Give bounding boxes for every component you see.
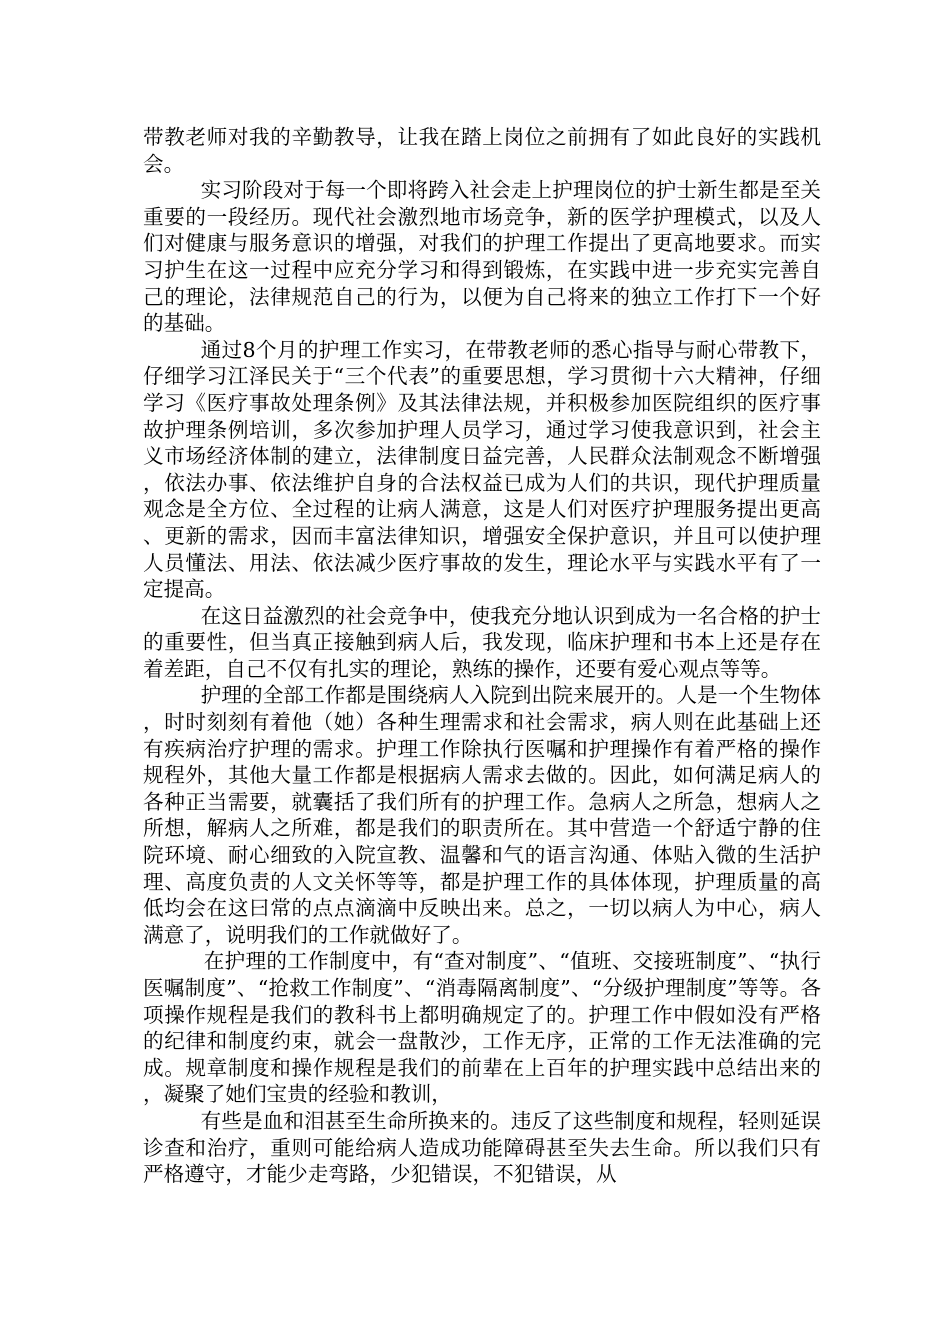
paragraph-1: 带教老师对我的辛勤教导，让我在踏上岗位之前拥有了如此良好的实践机会。 bbox=[143, 125, 821, 176]
paragraph-5: 护理的全部工作都是围绕病人入院到出院来展开的。人是一个生物体，时时刻刻有着他（她）各种生理需求和社会需求，病人则在此基础上还有疾病治疗护理的需求。护理工作除执行医嘱和护理操作有着严格的操作规程外，其他大量工作都是根据病人需求去做的。因此，如何满足病人的各种正当需要，就囊括了我们所有的护理工作。急病人之所急，想病人之所想，解病人之所难，都是我们的职责所在。其中营造一个舒适宁静的住院环境、耐心细致的入院宣教、温馨和气的语言沟通、体贴入微的生活护理、高度负责的人文关怀等等，都是护理工作的具体体现，护理质量的高低均会在这曰常的点点滴滴中反映出来。总之，一切以病人为中心，病人满意了，说明我们的工作就做好了。 bbox=[143, 683, 821, 947]
paragraph-7: 有些是血和泪甚至生命所换来的。违反了这些制度和规程，轻则延误诊查和治疗，重则可能给病人造成功能障碍甚至失去生命。所以我们只有严格遵守，才能少走弯路，少犯错误，不犯错误，从 bbox=[143, 1108, 821, 1187]
document-body bbox=[143, 124, 821, 1188]
paragraph-2: 实习阶段对于每一个即将跨入社会走上护理岗位的护士新生都是至关重要的一段经历。现代社会激烈地市场竞争，新的医学护理模式，以及人们对健康与服务意识的增强，对我们的护理工作提出了更高地要求。而实习护生在这一过程中应充分学习和得到锻炼，在实践中进一步充实完善自己的理论，法律规范自己的行为，以便为自己将来的独立工作打下一个好的基础。 bbox=[143, 178, 821, 336]
paragraph-4: 在这日益激烈的社会竞争中，使我充分地认识到成为一名合格的护士的重要性，但当真正接触到病人后，我发现，临床护理和书本上还是存在着差距，自己不仅有扎实的理论，熟练的操作，还要有爱心观点等等。 bbox=[143, 603, 821, 681]
paragraph-3: 通过8个月的护理工作实习，在带教老师的悉心指导与耐心带教下，仔细学习江泽民关于“三个代表”的重要思想，学习贯彻十六大精神，仔细学习《医疗事故处理条例》及其法律法规，并积极参加医院组织的医疗事故护理条例培训，多次参加护理人员学习，通过学习使我意识到，社会主义市场经济体制的建立，法律制度日益完善，人民群众法制观念不断增强，依法办事、依法维护自身的合法权益已成为人们的共识，现代护理质量观念是全方位、全过程的让病人满意，这是人们对医疗护理服务提出更高、更新的需求，因而丰富法律知识，增强安全保护意识，并且可以使护理人员懂法、用法、依法减少医疗事故的发生，理论水平与实践水平有了一定提高。 bbox=[143, 337, 821, 602]
paragraph-6: 在护理的工作制度中，有“查对制度”、“值班、交接班制度”、“执行医嘱制度”、“抢救工作制度”、“消毒隔离制度”、“分级护理制度”等等。各项操作规程是我们的教科书上都明确规定了的。护理工作中假如没有严格的纪律和制度约束，就会一盘散沙，工作无序，正常的工作无法准确的完成。规章制度和操作规程是我们的前辈在上百年的护理实践中总结出来的，凝聚了她们宝贵的经验和教训， bbox=[143, 949, 821, 1107]
